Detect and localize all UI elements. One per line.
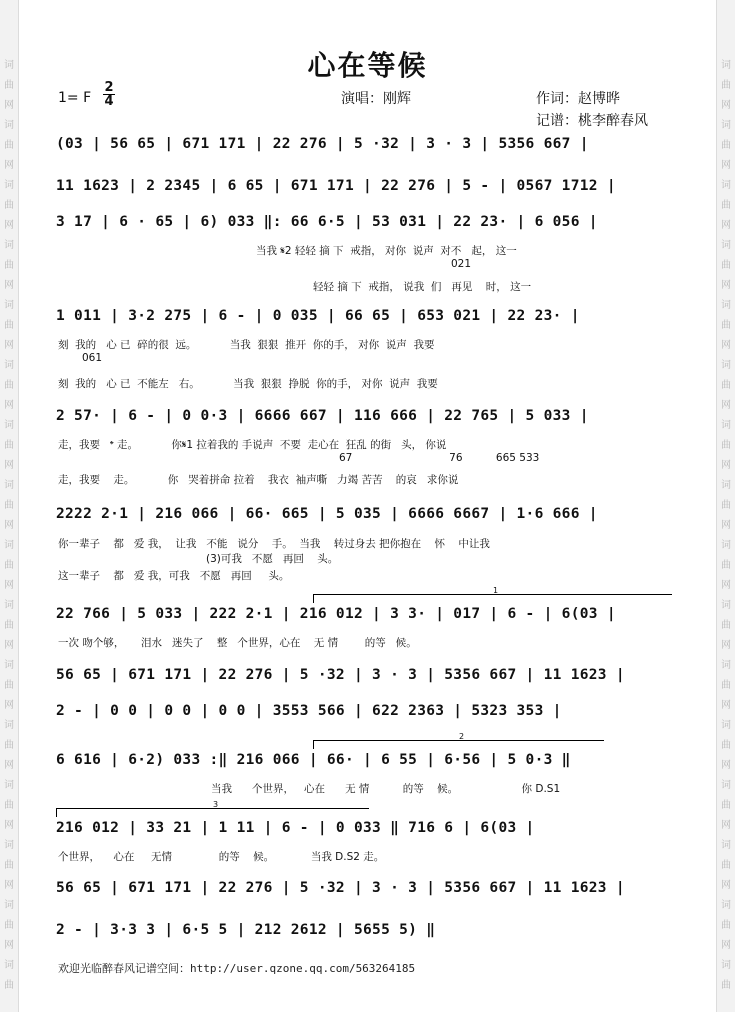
notation-row: (03 | 56 65 | 671 171 | 22 276 | 5 ·32 | 3 · 3 | 5356 667 | (56, 136, 589, 152)
watermark-glyph: 词 (4, 780, 14, 791)
watermark-glyph: 网 (721, 280, 731, 291)
watermark-glyph: 词 (721, 300, 731, 311)
watermark-glyph: 词 (4, 720, 14, 731)
watermark-glyph: 网 (4, 220, 14, 231)
lyric-line: 当我 个世界， 心在 无 情 的等 候。 你 D.S1 (211, 783, 561, 795)
notation-row: 2 - | 3·3 3 | 6·5 5 | 212 2612 | 5655 5) ‖ (56, 922, 436, 938)
notation-row: 56 65 | 671 171 | 22 276 | 5 ·32 | 3 · 3 | 5356 667 | 11 1623 | (56, 667, 625, 683)
watermark-glyph: 曲 (4, 860, 14, 871)
watermark-glyph: 曲 (721, 500, 731, 511)
watermark-glyph: 网 (4, 760, 14, 771)
watermark-glyph: 曲 (721, 740, 731, 751)
watermark-glyph: 网 (4, 400, 14, 411)
watermark-glyph: 曲 (721, 140, 731, 151)
watermark-glyph: 网 (721, 100, 731, 111)
watermark-glyph: 网 (721, 760, 731, 771)
notation-row: 6 616 | 6·2) 033 :‖ 216 066 | 66· | 6 55 | 6·56 | 5 0·3 ‖ (56, 752, 571, 768)
watermark-glyph: 词 (4, 360, 14, 371)
lyric-line: 当我 𝄋2 轻轻 摘 下 戒指， 对你 说声 对不 起， 这一 (256, 245, 517, 257)
watermark-glyph: 网 (721, 460, 731, 471)
watermark-glyph: 曲 (721, 320, 731, 331)
notation-row: 2 57· | 6 - | 0 0·3 | 6666 667 | 116 666 | 22 765 | 5 033 | (56, 408, 589, 424)
watermark-glyph: 词 (721, 180, 731, 191)
lyric-line: 刻 我的 心 已 不能左 右。 当我 狠狠 挣脱 你的手， 对你 说声 我要 (58, 378, 438, 390)
notation-row: 56 65 | 671 171 | 22 276 | 5 ·32 | 3 · 3 | 5356 667 | 11 1623 | (56, 880, 625, 896)
volta-bracket (313, 586, 672, 603)
watermark-glyph: 网 (4, 940, 14, 951)
watermark-glyph: 词 (721, 600, 731, 611)
watermark-glyph: 词 (4, 420, 14, 431)
watermark-glyph: 词 (721, 360, 731, 371)
watermark-glyph: 曲 (4, 680, 14, 691)
song-title: 心在等候 (307, 49, 428, 82)
watermark-glyph: 词 (4, 240, 14, 251)
lyric-line: 走，我要 𝄌 走。 你𝄋1 拉着我的 手说声 不要 走心在 狂乱 的街 头， 你说 (58, 439, 447, 451)
watermark-glyph: 词 (721, 60, 731, 71)
watermark-glyph: 词 (721, 960, 731, 971)
watermark-glyph: 词 (4, 60, 14, 71)
watermark-glyph: 网 (4, 160, 14, 171)
watermark-glyph: 曲 (4, 920, 14, 931)
watermark-glyph: 曲 (4, 740, 14, 751)
watermark-glyph: 曲 (721, 560, 731, 571)
watermark-glyph: 曲 (4, 440, 14, 451)
watermark-glyph: 曲 (721, 260, 731, 271)
watermark-glyph: 词 (721, 480, 731, 491)
watermark-glyph: 网 (721, 220, 731, 231)
lyric-line: (3)可我 不愿 再回 头。 (206, 553, 339, 565)
watermark-glyph: 网 (721, 700, 731, 711)
watermark-glyph: 曲 (4, 320, 14, 331)
notation-row: 2222 2·1 | 216 066 | 66· 665 | 5 035 | 6666 6667 | 1·6 666 | (56, 506, 598, 522)
watermark-glyph: 网 (721, 400, 731, 411)
watermark-glyph: 曲 (721, 980, 731, 991)
watermark-glyph: 词 (4, 120, 14, 131)
watermark-glyph: 网 (721, 580, 731, 591)
watermark-glyph: 曲 (721, 380, 731, 391)
watermark-glyph: 网 (721, 820, 731, 831)
lyric-line: 轻轻 摘 下 戒指， 说我 们 再见 时， 这一 (313, 281, 532, 293)
watermark-glyph: 网 (721, 340, 731, 351)
footer-link[interactable]: 欢迎光临醉春风记谱空间：http://user.qzone.qq.com/563264185 (58, 962, 416, 975)
lyric-line: 刻 我的 心 已 碎的很 远。 当我 狠狠 推开 你的手， 对你 说声 我要 (58, 339, 435, 351)
watermark-glyph: 词 (4, 480, 14, 491)
watermark-glyph: 曲 (721, 680, 731, 691)
watermark-glyph: 曲 (4, 260, 14, 271)
watermark-glyph: 网 (4, 880, 14, 891)
watermark-glyph: 曲 (4, 380, 14, 391)
watermark-glyph: 词 (4, 960, 14, 971)
key-signature: 1= F (58, 90, 92, 106)
watermark-glyph: 词 (721, 780, 731, 791)
watermark-glyph: 词 (4, 600, 14, 611)
watermark-glyph: 网 (4, 700, 14, 711)
lyric-line: 67 76 665 533 (339, 452, 540, 464)
watermark-glyph: 曲 (4, 560, 14, 571)
watermark-glyph: 词 (4, 300, 14, 311)
watermark-glyph: 网 (721, 640, 731, 651)
notation-row: 2 - | 0 0 | 0 0 | 0 0 | 3553 566 | 622 2363 | 5323 353 | (56, 703, 562, 719)
notator-credit: 记谱：桃李醉春风 (536, 113, 648, 129)
watermark-glyph: 词 (4, 660, 14, 671)
watermark-glyph: 词 (4, 540, 14, 551)
watermark-glyph: 曲 (721, 620, 731, 631)
watermark-glyph: 词 (4, 900, 14, 911)
watermark-glyph: 词 (721, 900, 731, 911)
watermark-glyph: 网 (4, 340, 14, 351)
watermark-glyph: 词 (721, 120, 731, 131)
watermark-glyph: 词 (4, 840, 14, 851)
watermark-glyph: 曲 (721, 80, 731, 91)
watermark-glyph: 网 (4, 460, 14, 471)
watermark-glyph: 网 (4, 520, 14, 531)
watermark-glyph: 网 (4, 100, 14, 111)
time-signature (103, 81, 115, 108)
watermark-glyph: 词 (721, 540, 731, 551)
volta-number: 3 (213, 800, 219, 809)
lyric-line: 走，我要 走。 你 哭着拼命 拉着 我衣 袖声嘶 力竭 苦苦 的哀 求你说 (58, 474, 459, 486)
lyric-line: 一次 吻个够， 泪水 迷失了 整 个世界，心在 无 情 的等 候。 (58, 637, 417, 649)
watermark-glyph: 曲 (4, 980, 14, 991)
time-sig-numerator: 2 (104, 80, 114, 95)
watermark-glyph: 网 (4, 640, 14, 651)
lyric-line: 021 (451, 258, 472, 270)
watermark-glyph: 词 (4, 180, 14, 191)
watermark-glyph: 曲 (721, 800, 731, 811)
watermark-glyph: 曲 (4, 140, 14, 151)
watermark-glyph: 词 (721, 420, 731, 431)
lyric-line: 个世界， 心在 无情 的等 候。 当我 D.S2 走。 (58, 851, 385, 863)
lyricist-credit: 作词：赵博晔 (536, 91, 620, 107)
watermark-glyph: 曲 (721, 920, 731, 931)
watermark-glyph: 词 (721, 240, 731, 251)
notation-row: 1 011 | 3·2 275 | 6 - | 0 035 | 66 65 | 653 021 | 22 23· | (56, 308, 580, 324)
watermark-glyph: 曲 (4, 800, 14, 811)
notation-row: 216 012 | 33 21 | 1 11 | 6 - | 0 033 ‖ 716 6 | 6(03 | (56, 820, 535, 836)
watermark-glyph: 网 (721, 520, 731, 531)
notation-row: 3 17 | 6 · 65 | 6) 033 ‖: 66 6·5 | 53 031 | 22 23· | 6 056 | (56, 214, 598, 230)
volta-bracket (313, 732, 604, 749)
watermark-glyph: 曲 (4, 620, 14, 631)
notation-row: 22 766 | 5 033 | 222 2·1 | 216 012 | 3 3· | 017 | 6 - | 6(03 | (56, 606, 616, 622)
volta-number: 2 (459, 732, 465, 741)
watermark-glyph: 网 (721, 160, 731, 171)
watermark-glyph: 网 (721, 940, 731, 951)
watermark-glyph: 曲 (721, 200, 731, 211)
watermark-glyph: 词 (721, 660, 731, 671)
watermark-glyph: 词 (721, 840, 731, 851)
watermark-glyph: 曲 (721, 860, 731, 871)
watermark-glyph: 曲 (4, 500, 14, 511)
time-sig-denominator: 4 (104, 94, 114, 109)
singer-credit: 演唱：刚辉 (341, 91, 411, 107)
lyric-line: 这一辈子 都 爱 我，可我 不愿 再回 头。 (58, 570, 290, 582)
watermark-glyph: 网 (4, 280, 14, 291)
watermark-glyph: 网 (721, 880, 731, 891)
watermark-glyph: 网 (4, 820, 14, 831)
watermark-glyph: 曲 (721, 440, 731, 451)
lyric-line: 061 (82, 352, 103, 364)
watermark-glyph: 曲 (4, 80, 14, 91)
watermark-glyph: 曲 (4, 200, 14, 211)
volta-number: 1 (493, 586, 499, 595)
lyric-line: 你一辈子 都 爱 我， 让我 不能 说分 手。 当我 转过身去 把你抱在 怀 中让我 (58, 538, 490, 550)
notation-row: 11 1623 | 2 2345 | 6 65 | 671 171 | 22 276 | 5 - | 0567 1712 | (56, 178, 616, 194)
watermark-glyph: 词 (721, 720, 731, 731)
volta-bracket (56, 800, 369, 817)
watermark-glyph: 网 (4, 580, 14, 591)
